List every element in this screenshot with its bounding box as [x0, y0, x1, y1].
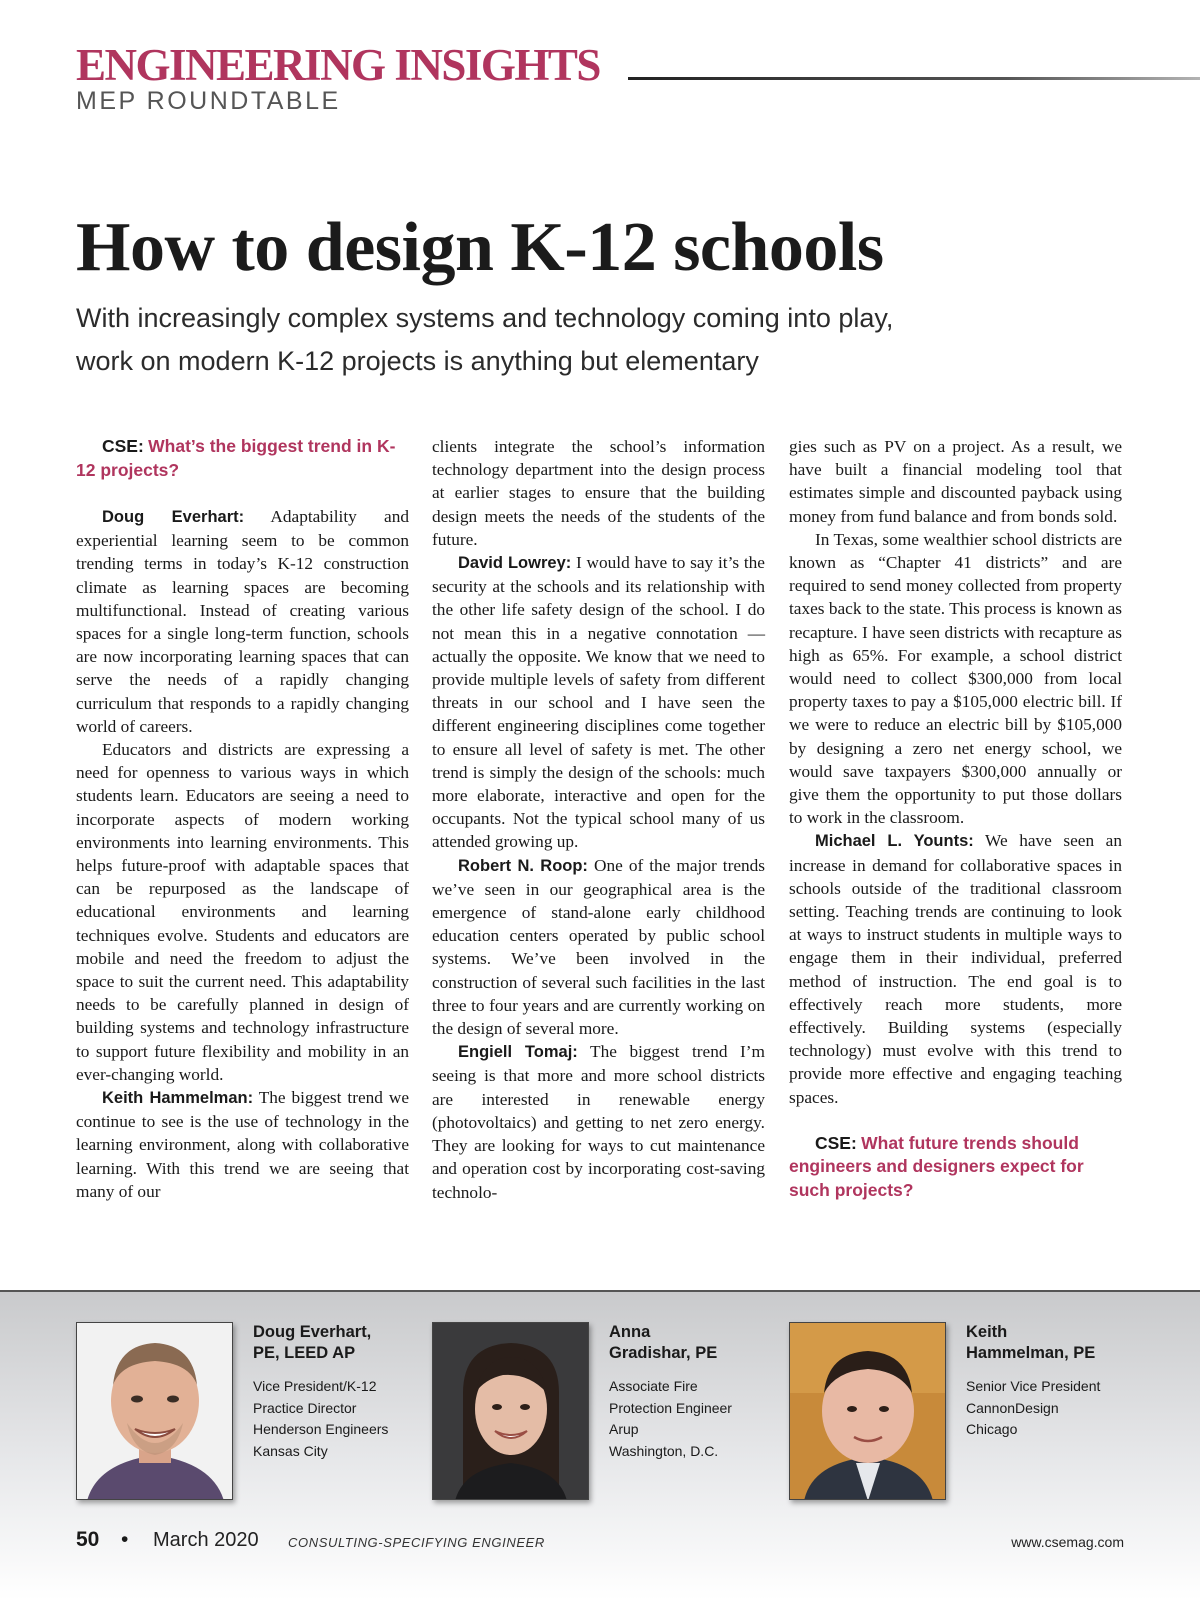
contributor-name: Anna Gradishar, PE: [609, 1323, 718, 1362]
contributor-name: Doug Everhart, PE, LEED AP: [253, 1323, 372, 1362]
headshot-photo: [76, 1322, 233, 1500]
answer-text: Adaptability and experiential learning seem to be common trending terms in today’s K-12 construction climate as learning spaces are becoming multifunctional. Instead of creating various spaces for a single long-term function, schools are now incorporating learning spaces that can serve the needs of a rapidly changing curriculum that responds to a rapidly changing world of careers.: [76, 507, 409, 736]
contributor-bio: [432, 1322, 788, 1502]
deck-line-1: With increasingly complex systems and technology coming into play,: [76, 303, 894, 333]
headshot-photo: [432, 1322, 589, 1500]
question-label: CSE:: [815, 1132, 857, 1153]
contributor-location: Kansas City: [253, 1442, 328, 1459]
contributor-location: Washington, D.C.: [609, 1442, 719, 1459]
answer-paragraph: [789, 435, 1122, 528]
header-rule: [628, 77, 1200, 80]
speaker-name: Robert N. Roop:: [458, 856, 588, 875]
question-text: What’s the biggest trend in K-12 projects?: [76, 436, 396, 480]
answer-text: The biggest trend I’m seeing is that more and more school districts are interested in renewable energy (photovoltaics) and getting to net zero energy. They are looking for ways to cut maintenance and operation cost by incorporating cost-saving technolo-: [432, 1042, 765, 1202]
answer-text: clients integrate the school’s information technology department into the design process at earlier stages to ensure that the building design meets the needs of the students of the future.: [432, 437, 765, 549]
article-deck: [76, 297, 1076, 383]
answer-paragraph: [432, 854, 765, 1041]
answer-text: We have seen an increase in demand for collaborative spaces in schools outside of the traditional classroom setting. Teaching trends are continuing to look at ways to instruct students in multiple ways to engage them in their individual, preferred method of instruction. The end goal is to effectively reach more students, more effectively. Building systems (especially technology) must evolve with this trend to provide more effective and engaging teaching spaces.: [789, 831, 1122, 1107]
answer-text: gies such as PV on a project. As a result, we have built a financial modeling tool that estimates simple and discounted payback using money from fund balance and from bonds sold.: [789, 437, 1122, 526]
footer-bullet: •: [121, 1528, 129, 1551]
speaker-name: David Lowrey:: [458, 554, 572, 573]
answer-paragraph: [432, 1040, 765, 1203]
section-title: ENGINEERING INSIGHTS: [76, 40, 600, 90]
contributor-title: Associate Fire: [609, 1378, 698, 1394]
contributor-company: CannonDesign: [966, 1399, 1059, 1416]
contributor-details: [253, 1376, 433, 1462]
speaker-name: Doug Everhart:: [102, 508, 245, 526]
contributor-company: Arup: [609, 1421, 639, 1437]
contributor-title: Practice Director: [253, 1399, 357, 1416]
contributor-name: Keith Hammelman, PE: [966, 1323, 1096, 1362]
website-url[interactable]: www.csemag.com: [1011, 1534, 1124, 1550]
speaker-name: Engiell Tomaj:: [458, 1043, 578, 1062]
answer-paragraph: [76, 505, 409, 738]
section-header: [76, 40, 1186, 120]
answer-text: The biggest trend we continue to see is the use of technology in the learning environment, along with collaborative learning. With this trend we are seeing that many of our: [76, 1088, 409, 1201]
page-number: 50: [76, 1528, 100, 1551]
column-3: [789, 435, 1122, 1202]
question-1: [76, 435, 409, 482]
question-text: What future trends should engineers and designers expect for such projects?: [789, 1132, 1084, 1200]
magazine-name: CONSULTING-SPECIFYING ENGINEER: [288, 1535, 545, 1550]
answer-paragraph: [789, 829, 1122, 1108]
question-2: [789, 1132, 1122, 1203]
contributor-title: Protection Engineer: [609, 1399, 732, 1416]
answer-text: One of the major trends we’ve seen in our geographical area is the emergence of stand-alone early childhood education centers operated by public school systems. We’ve been involved in the construction of several such facilities in the last three to four years and are currently working on the design of several more.: [432, 855, 765, 1039]
answer-paragraph: [76, 738, 409, 1086]
answer-paragraph: [76, 1086, 409, 1203]
contributor-details: [609, 1376, 789, 1462]
contributor-details: [966, 1376, 1146, 1441]
answer-paragraph: [432, 435, 765, 551]
answer-paragraph: [789, 528, 1122, 830]
section-subtitle: MEP ROUNDTABLE: [76, 87, 341, 115]
contributor-title: Vice President/K-12: [253, 1378, 377, 1394]
article-headline: How to design K-12 schools: [76, 209, 884, 286]
contributor-bio: [789, 1322, 1145, 1502]
contributor-location: Chicago: [966, 1421, 1018, 1437]
speaker-name: Michael L. Younts:: [815, 832, 974, 851]
column-1: [76, 435, 409, 1203]
answer-text: Educators and districts are expressing a need for openness to various ways in which students learn. Educators are seeing a need to incorporate aspects of modern working environments into learning environments. This helps future-proof with adaptable spaces that can be repurposed as the landscape of educational environments and learning techniques evolve. Students and educators are mobile and need the freedom to adjust the space to suit the current need. This adaptability needs to be carefully planned in design of building systems and technology infrastructure to support future flexibility and mobility in an ever-changing world.: [76, 740, 409, 1084]
contributor-company: Henderson Engineers: [253, 1421, 389, 1437]
answer-text: In Texas, some wealthier school districts are known as “Chapter 41 districts” and are required to send money collected from property taxes back to the state. This process is known as recapture. I have seen districts with recapture as high as 65%. For example, a school district would need to collect $300,000 from local property taxes to pay a $105,000 electric bill. If we were to reduce an electric bill by $105,000 by designing a zero net energy school, we would save taxpayers $300,000 annually or give them the opportunity to put those dollars to work in the classroom.: [789, 529, 1122, 828]
speaker-name: Keith Hammelman:: [102, 1089, 254, 1108]
column-2: [432, 435, 765, 1204]
headshot-photo: [789, 1322, 946, 1500]
deck-line-2: work on modern K-12 projects is anything but elementary: [76, 346, 759, 376]
page-footer: [76, 1528, 1124, 1558]
issue-date: March 2020: [153, 1529, 259, 1551]
answer-paragraph: [432, 551, 765, 854]
contributor-title: Senior Vice President: [966, 1378, 1101, 1394]
contributor-bio: [76, 1322, 432, 1502]
question-label: CSE:: [102, 436, 144, 456]
answer-text: I would have to say it’s the security at the schools and its relationship with the other life safety design of the school. I do not mean this in a negative connotation — actually the opposite. We know that we need to provide multiple levels of safety from different threats in our school and I have seen the different engineering disciplines come together to ensure all level of safety is met. The other trend is simply the design of the schools: much more elaborate, interactive and open for the occupants. Not the typical school many of us attended growing up.: [432, 553, 765, 852]
